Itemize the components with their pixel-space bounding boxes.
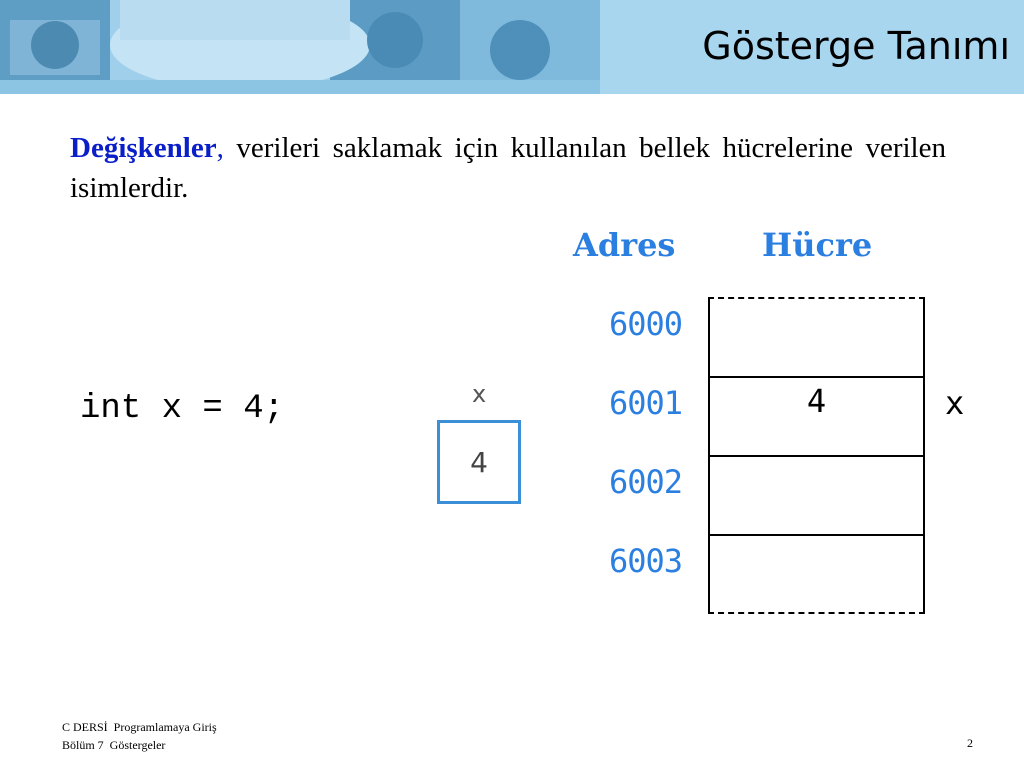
memory-address: 6002	[609, 463, 683, 501]
slide-title: Gösterge Tanımı	[702, 24, 1010, 68]
code-statement: int x = 4;	[80, 390, 285, 428]
memory-cell-divider	[708, 455, 925, 457]
footer-course: C DERSİ Programlamaya Giriş	[62, 720, 217, 734]
memory-cell-divider	[708, 376, 925, 378]
header-banner	[0, 0, 1024, 94]
memory-top-dashed-edge	[708, 297, 925, 299]
memory-bottom-dashed-edge	[708, 612, 925, 614]
footer-course-info	[62, 718, 217, 754]
address-column-header: Adres	[573, 226, 676, 264]
memory-cell-divider	[708, 534, 925, 536]
definition-term-comma: ,	[216, 132, 224, 164]
definition-term: Değişkenler	[70, 132, 217, 164]
memory-cell-variable-label: x	[945, 384, 965, 422]
footer-chapter: Bölüm 7 Göstergeler	[62, 738, 166, 752]
header-photo-collage	[0, 0, 600, 94]
variable-box-value: 4	[470, 445, 488, 479]
variable-name-label: x	[472, 380, 487, 408]
page-number: 2	[967, 736, 973, 750]
memory-cells	[708, 297, 925, 614]
memory-address: 6003	[609, 542, 683, 580]
definition-paragraph	[70, 128, 946, 208]
variable-box	[437, 420, 521, 504]
cell-column-header: Hücre	[762, 226, 873, 264]
definition-text: verileri saklamak için kullanılan bellek hücrelerine verilen isimlerdir.	[70, 132, 946, 204]
memory-cell-value: 4	[806, 382, 827, 420]
memory-address: 6000	[609, 305, 683, 343]
memory-address: 6001	[609, 384, 683, 422]
